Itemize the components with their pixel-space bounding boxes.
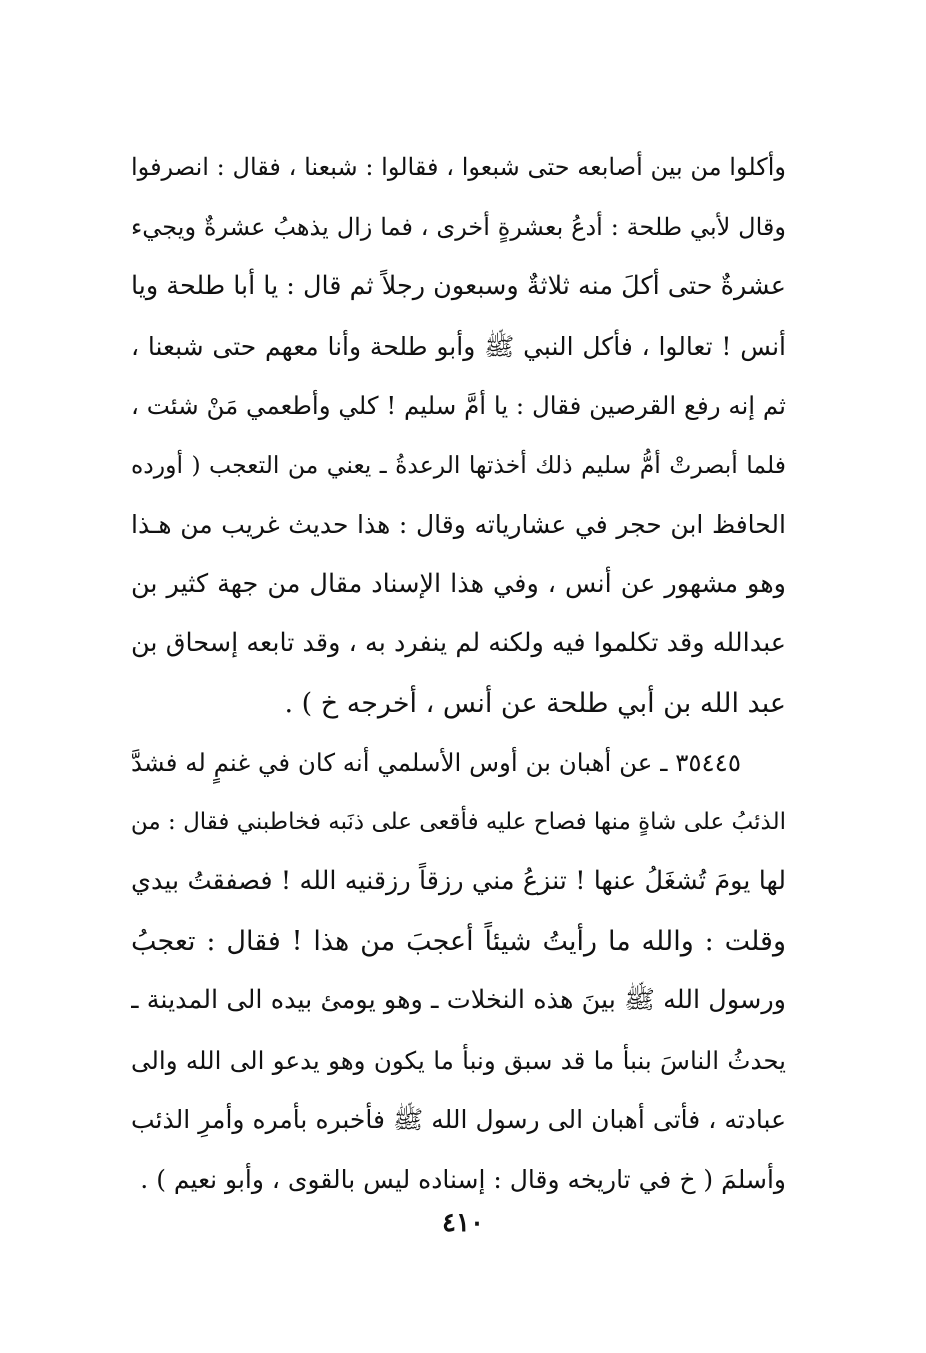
text-line: ورسول الله ﷺ بينَ هذه النخلات ـ وهو يومئ بيده الى المدينة ـ: [131, 985, 786, 1015]
text-line: وأسلمَ ( خ في تاريخه وقال : إسناده ليس بالقوى ، وأبو نعيم ) .: [140, 1164, 786, 1194]
text-line: أنس ! تعالوا ، فأكل النبي ﷺ وأبو طلحة وأنا معهم حتى شبعنا ،: [131, 331, 786, 361]
page-number: ٤١٠: [442, 1208, 484, 1238]
text-line: عشرةٌ حتى أكلَ منه ثلاثةٌ وسبعون رجلاً ثم قال : يا أبا طلحة ويا: [131, 271, 786, 301]
hadith-heading-line: ٣٥٤٤٥ ـ عن أهبان بن أوس الأسلمي أنه كان في غنمٍ له فشدَّ: [131, 748, 741, 777]
text-line: الحافظ ابن حجر في عشارياته وقال : هذا حديث غريب من هـذا: [131, 510, 786, 539]
text-line: وأكلوا من بين أصابعه حتى شبعوا ، فقالوا : شبعنا ، فقال : انصرفوا: [131, 153, 786, 181]
text-line: وقال لأبي طلحة : أدعُ بعشرةٍ أخرى ، فما زال يذهبُ عشرةٌ ويجيء: [131, 212, 786, 241]
text-block: [131, 138, 786, 1209]
text-line: ثم إنه رفع القرصين فقال : يا أمَّ سليم ! كلي وأطعمي مَنْ شئت ،: [131, 391, 786, 420]
text-line: فلما أبصرتْ أمُّ سليم ذلك أخذتها الرعدةُ ـ يعني من التعجب ( أورده: [131, 450, 786, 479]
text-line: يحدثُ الناسَ بنبأ ما قد سبق ونبأ ما يكون وهو يدعو الى الله والى: [131, 1045, 786, 1075]
text-line: لها يومَ تُشغَلُ عنها ! تنزعُ مني رزقاً رزقنيه الله ! فصفقتُ بيدي: [131, 866, 786, 896]
text-line: عبادته ، فأتى أهبان الى رسول الله ﷺ فأخبره بأمره وأمرِ الذئب: [131, 1105, 786, 1134]
paragraph-continuation: [131, 138, 786, 733]
text-line: وقلت : والله ما رأيتُ شيئاً أعجبَ من هذا ! فقال : تعجبُ: [131, 925, 786, 957]
text-line: وهو مشهور عن أنس ، وفي هذا الإسناد مقال من جهة كثير بن: [131, 568, 786, 599]
paragraph-hadith-35445: [131, 733, 786, 1209]
text-line: الذئبُ على شاةٍ منها فصاح عليه فأقعى على ذنَبه فخاطبني فقال : من: [131, 808, 786, 835]
text-line: عبد الله بن أبي طلحة عن أنس ، أخرجه خ ) .: [284, 687, 786, 719]
text-line: عبدالله وقد تكلموا فيه ولكنه لم ينفرد به ، وقد تابعه إسحاق بن: [131, 628, 786, 658]
